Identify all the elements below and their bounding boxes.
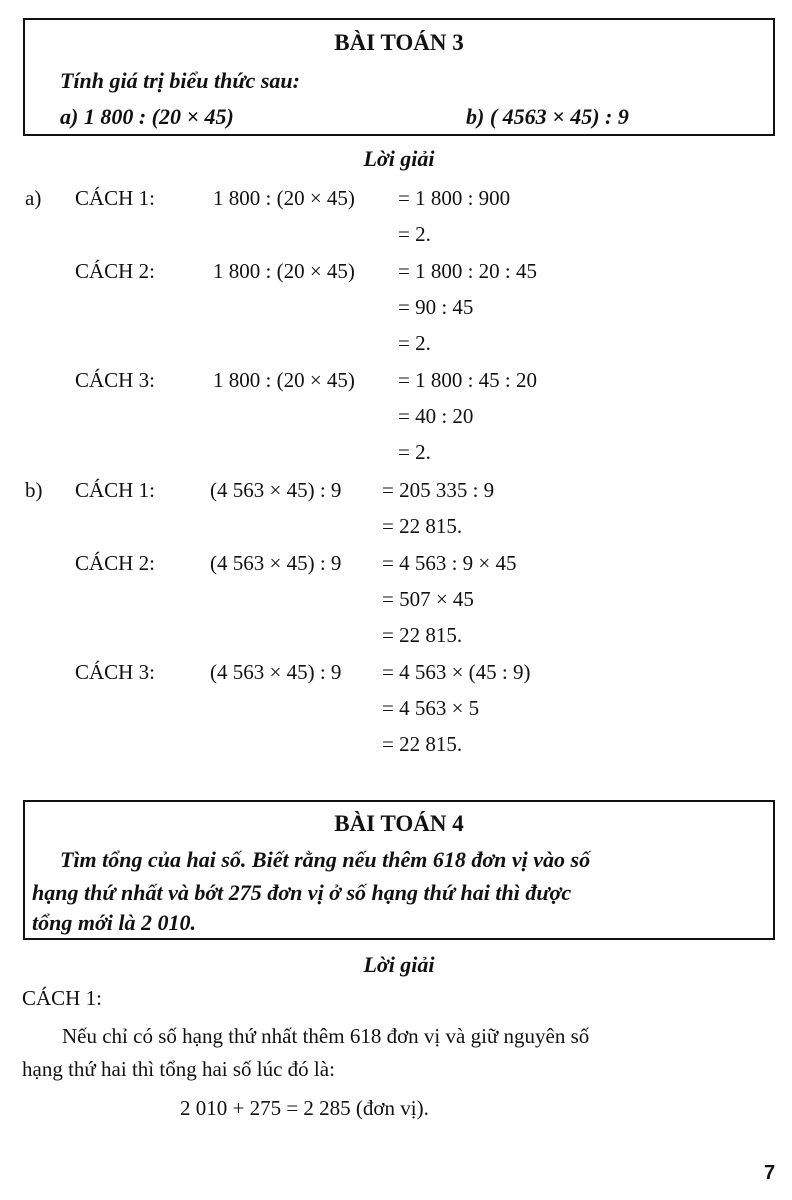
result-step: = 90 : 45 (398, 295, 474, 319)
part-b-label: b) (25, 478, 43, 502)
solution-4-paragraph-line-2: hạng thứ hai thì tổng hai số lúc đó là: (22, 1057, 335, 1081)
result-step: = 1 800 : 20 : 45 (398, 259, 538, 283)
result-step: = 1 800 : 900 (398, 186, 511, 210)
result-step: = 22 815. (382, 623, 463, 647)
problem-3-title: BÀI TOÁN 3 (334, 30, 464, 55)
expression: 1 800 : (20 × 45) (213, 186, 355, 210)
problem-4-title: BÀI TOÁN 4 (334, 811, 464, 836)
result-step: = 22 815. (382, 732, 463, 756)
method-label: CÁCH 2: (75, 259, 155, 283)
method-label: CÁCH 2: (75, 551, 155, 575)
result-step: = 1 800 : 45 : 20 (398, 368, 538, 392)
problem-3-part-b: b) ( 4563 × 45) : 9 (466, 104, 629, 129)
result-step: = 22 815. (382, 514, 463, 538)
result-step: = 2. (398, 331, 431, 355)
problem-4-line-3: tổng mới là 2 010. (32, 910, 196, 935)
result-step: = 507 × 45 (382, 587, 474, 611)
result-step: = 4 563 × 5 (382, 696, 480, 720)
method-label: CÁCH 1: (75, 478, 155, 502)
expression: 1 800 : (20 × 45) (213, 259, 355, 283)
solution-4-equation: 2 010 + 275 = 2 285 (đơn vị). (180, 1096, 429, 1120)
page-number: 7 (764, 1162, 776, 1184)
problem-4-line-2: hạng thứ nhất và bớt 275 đơn vị ở số hạng thứ hai thì được (32, 880, 572, 905)
problem-3-prompt: Tính giá trị biểu thức sau: (60, 68, 300, 93)
solution-4-paragraph-line-1: Nếu chỉ có số hạng thứ nhất thêm 618 đơn vị và giữ nguyên số (62, 1024, 590, 1048)
result-step: = 4 563 : 9 × 45 (382, 551, 517, 575)
result-step: = 2. (398, 222, 431, 246)
method-label: CÁCH 1: (75, 186, 155, 210)
method-label: CÁCH 3: (75, 368, 155, 392)
result-step: = 4 563 × (45 : 9) (382, 660, 531, 684)
method-label: CÁCH 3: (75, 660, 155, 684)
result-step: = 40 : 20 (398, 404, 474, 428)
part-a-label: a) (25, 186, 42, 210)
solution-4-heading: Lời giải (363, 952, 435, 977)
result-step: = 2. (398, 440, 431, 464)
solution-4-method: CÁCH 1: (22, 986, 102, 1010)
expression: (4 563 × 45) : 9 (210, 660, 342, 684)
expression: (4 563 × 45) : 9 (210, 551, 342, 575)
result-step: = 205 335 : 9 (382, 478, 495, 502)
expression: 1 800 : (20 × 45) (213, 368, 355, 392)
problem-4-line-1: Tìm tổng của hai số. Biết rằng nếu thêm 618 đơn vị vào số (60, 847, 591, 872)
solution-3-heading: Lời giải (363, 146, 435, 171)
expression: (4 563 × 45) : 9 (210, 478, 342, 502)
problem-3-part-a: a) 1 800 : (20 × 45) (60, 104, 234, 129)
